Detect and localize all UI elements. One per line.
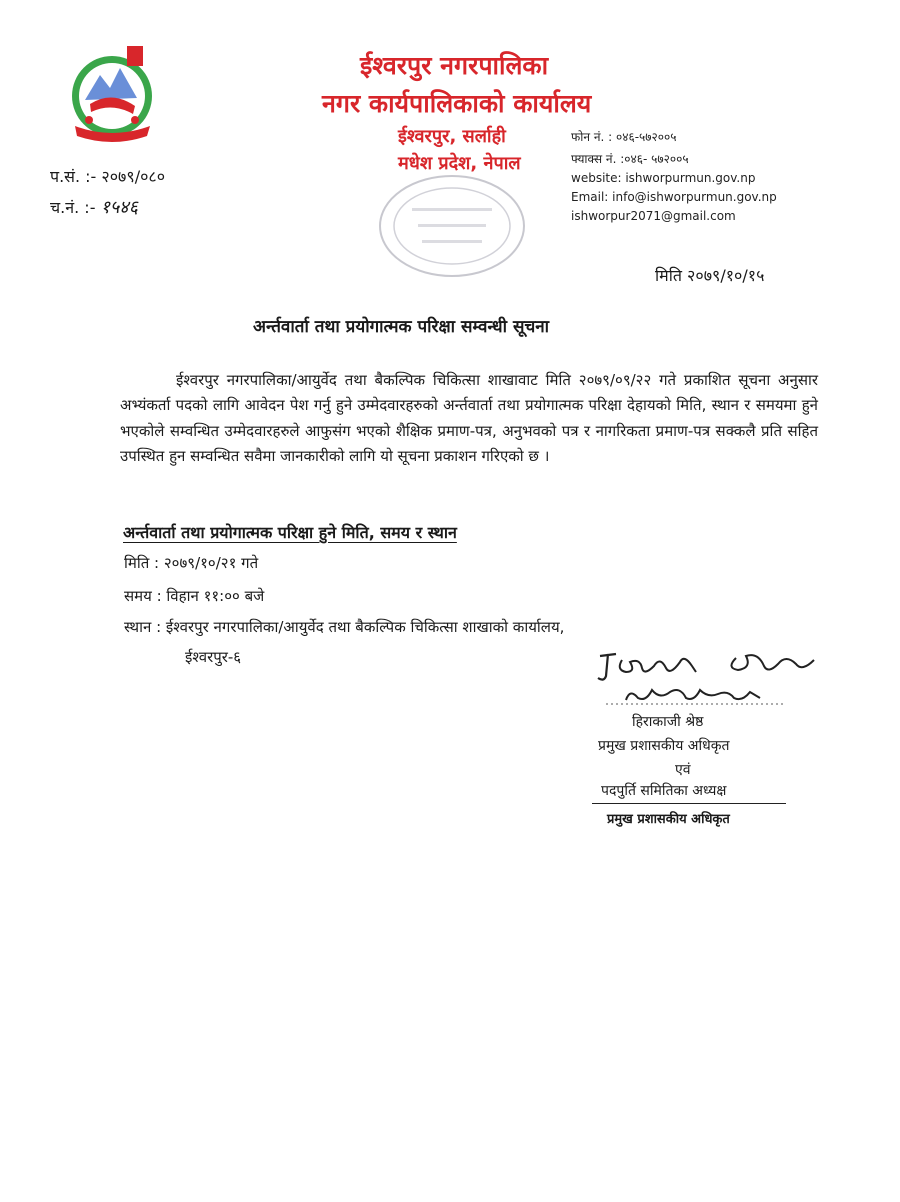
phone-number: फोन नं. : ०४६-५७२००५	[571, 130, 677, 144]
signatory-role: प्रमुख प्रशासकीय अधिकृत	[598, 738, 730, 754]
handwritten-signature	[596, 642, 826, 712]
office-stamp	[372, 168, 532, 283]
notice-body: ईश्वरपुर नगरपालिका/आयुर्वेद तथा बैकल्पिक चिकित्सा शाखावाट मिति २०७९/०९/२२ गते प्रकाशित सूचना अनुसार अभ्यंकर्ता पदको लागि आवेदन पेश गर्नु हुने उम्मेदवारहरुको अर्न्तवार्ता तथा प्रयोगात्मक परिक्षा देहायको मिति, स्थान र समयमा हुने भएकोले सम्वन्धित उम्मेदवारहरुले आफुसंग भएको शैक्षिक प्रमाण-पत्र, अनुभवको पत्र र नागरिकता प्रमाण-पत्र सक्कलै प्रति सहित उपस्थित हुन सम्वन्धित सवैमा जानकारीको लागि यो सूचना प्रकाशन गरिएको छ ।	[120, 371, 818, 465]
signatory-committee-role: पदपुर्ति समितिका अध्यक्ष	[601, 783, 727, 799]
chalani-number: १५४६	[100, 197, 139, 218]
fax-number: फ्याक्स नं. :०४६- ५७२००५	[571, 152, 689, 166]
website-link[interactable]: website: ishworpurmun.gov.np	[571, 171, 756, 185]
address-line-1: ईश्वरपुर, सर्लाही	[398, 126, 506, 147]
address-line-2: मधेश प्रदेश, नेपाल	[398, 153, 521, 174]
email-link[interactable]: Email: info@ishworpurmun.gov.np	[571, 190, 777, 204]
patra-sankhya: प.सं. :- २०७९/०८०	[50, 167, 166, 186]
office-name: नगर कार्यपालिकाको कार्यालय	[322, 89, 592, 118]
signatory-conjunction: एवं	[675, 762, 691, 778]
org-name: ईश्वरपुर नगरपालिका	[360, 51, 549, 80]
signature-divider	[592, 803, 786, 804]
notice-title: अर्न्तवार्ता तथा प्रयोगात्मक परिक्षा सम्वन्धी सूचना	[253, 317, 550, 337]
notice-date: मिति २०७९/१०/१५	[655, 266, 765, 285]
email-alt-link[interactable]: ishworpur2071@gmail.com	[571, 209, 736, 223]
chalani-row	[50, 195, 138, 219]
schedule-heading: अर्न्तवार्ता तथा प्रयोगात्मक परिक्षा हुने मिति, समय र स्थान	[123, 523, 457, 542]
exam-place-ward: ईश्वरपुर-६	[185, 648, 242, 666]
designation-stamp: प्रमुख प्रशासकीय अधिकृत	[607, 812, 730, 827]
nepal-government-emblem	[55, 40, 170, 145]
exam-place: स्थान : ईश्वरपुर नगरपालिका/आयुर्वेद तथा बैकल्पिक चिकित्सा शाखाको कार्यालय,	[124, 618, 565, 636]
chalani-label: च.नं. :-	[50, 198, 96, 217]
exam-time: समय : विहान ११:०० बजे	[124, 587, 265, 605]
signatory-name: हिराकाजी श्रेष्ठ	[632, 714, 704, 730]
exam-date: मिति : २०७९/१०/२१ गते	[124, 554, 259, 572]
